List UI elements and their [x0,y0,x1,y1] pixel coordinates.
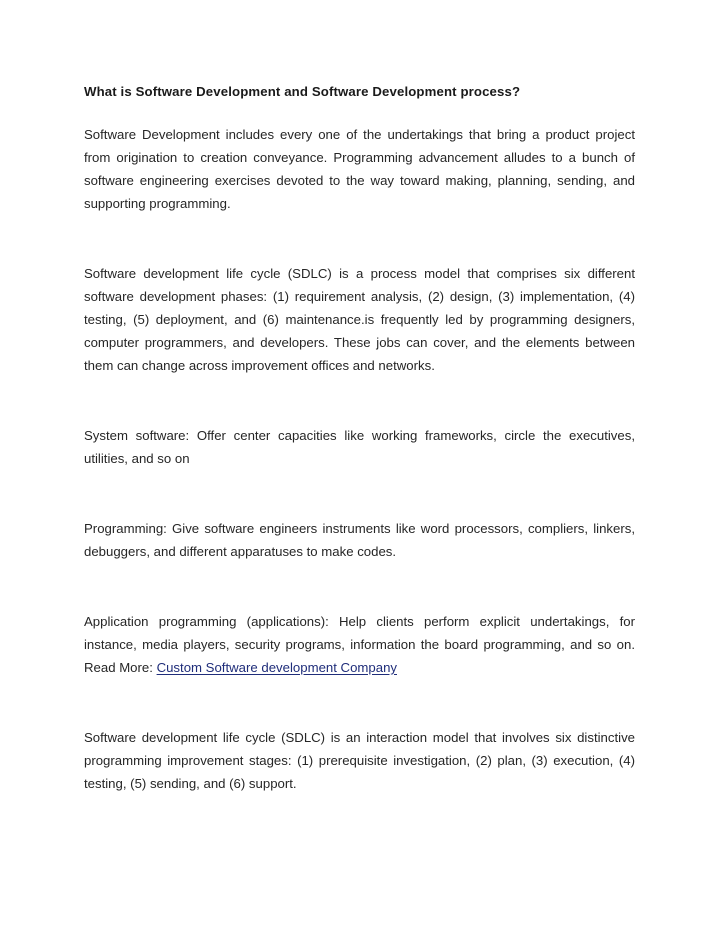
custom-software-development-company-link[interactable]: Custom Software development Company [156,660,397,675]
paragraph-application-programming [84,610,635,679]
spacer [84,377,635,424]
spacer [84,679,635,726]
paragraph-system-software: System software: Offer center capacities like working frameworks, circle the executives, utilities, and so on [84,428,635,466]
spacer [84,470,635,517]
document-body [84,80,635,795]
page-title: What is Software Development and Software Development process? [84,84,521,99]
paragraph-sdlc-phases: Software development life cycle (SDLC) is a process model that comprises six different software development phases: (1) requirement analysis, (2) design, (3) implementation, (4) testing, (5) deployment, and (6) maintenance.is frequently led by programming designers, computer programmers, and developers. These jobs can cover, and the elements between them can change across improvement offices and networks. [84,266,635,373]
spacer [84,215,635,262]
paragraph-programming: Programming: Give software engineers instruments like word processors, compliers, linkers, debuggers, and different apparatuses to make codes. [84,521,635,559]
paragraph-text-lead: Application programming (applications): Help clients perform explicit undertakings, for instance, media players, security programs, information the board programming, and so on. Read More: [84,614,635,675]
paragraph-sdlc-stages: Software development life cycle (SDLC) is an interaction model that involves six distinctive programming improvement stages: (1) prerequisite investigation, (2) plan, (3) execution, (4) testing, (5) sending, and (6) support. [84,730,635,791]
paragraph-intro: Software Development includes every one of the undertakings that bring a product project from origination to creation conveyance. Programming advancement alludes to a bunch of software engineering exercises devoted to the way toward making, planning, sending, and supporting programming. [84,127,635,211]
spacer [84,563,635,610]
spacer [84,113,635,123]
